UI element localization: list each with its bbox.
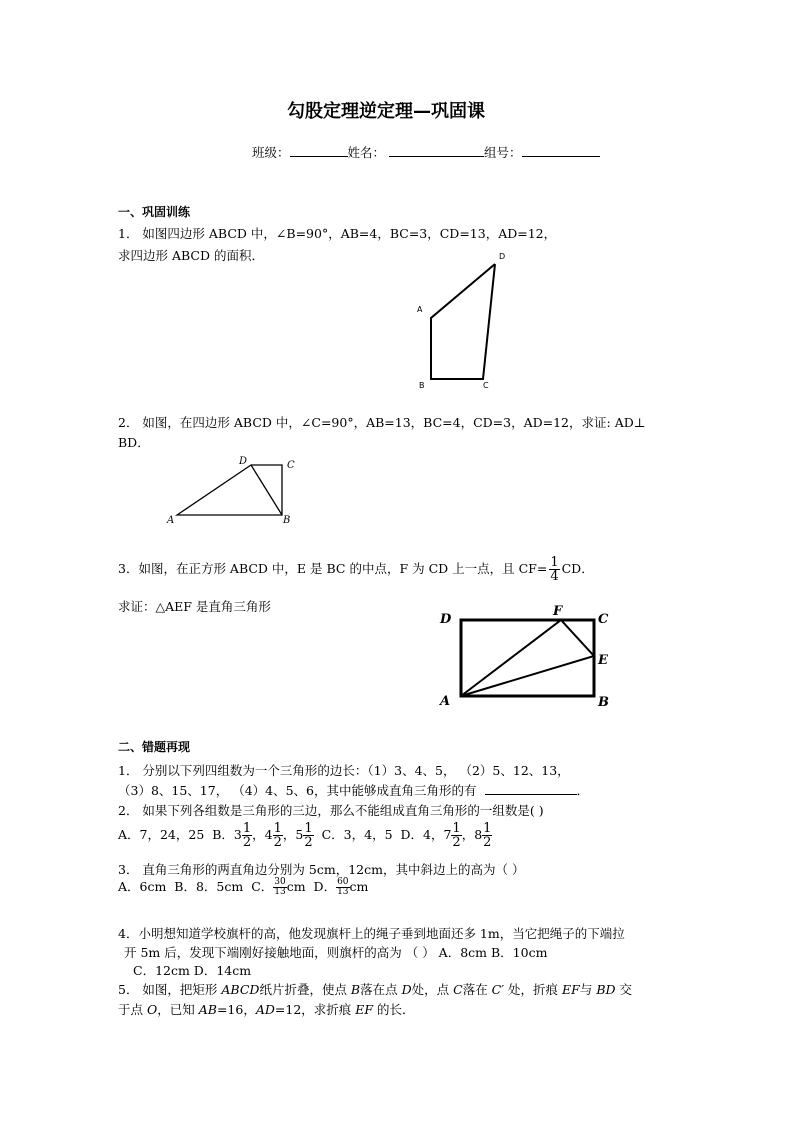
s2-q5-line1: 5． 如图，把矩形 ABCD纸片折叠，使点 B落在点 D处，点 C落在 C′ 处，折痕 EF与 BD 交 [118, 982, 633, 997]
s2-q5-line2: 于点 O，已知 AB=16，AD=12，求折痕 EF 的长． [118, 1002, 415, 1017]
s1-q3-text-before: 3．如图，在正方形 ABCD 中，E 是 BC 的中点，F 为 CD 上一点，且 CF= [118, 561, 548, 576]
s2-q2-option-c: C．3，4，5 [321, 827, 393, 842]
s2-q3-line1: 3． 直角三角形的两直角边分别为 5cm，12cm，其中斜边上的高为（ ） [118, 862, 525, 877]
s2-q3-option-c: C． $\frac{30}{13}$ cm [251, 877, 306, 897]
s1-q3-frac-den: 4 [550, 569, 559, 584]
s2-q3-option-b: B．8．5cm [174, 879, 244, 894]
name-label: 姓名： [347, 145, 386, 160]
s2-q3-options [118, 877, 368, 897]
quad2-label-b: B [283, 515, 291, 526]
s2-q1-line1: 1． 分别以下列四组数为一个三角形的边长：（1）3、4、5， （2）5、12、13， [118, 763, 570, 778]
class-label: 班级： [252, 145, 290, 160]
s2-q2-option-b: B．3 $\frac{1}{2}$ ，4 $\frac{1}{2}$ ，5 $\frac{1}{2}$ [212, 821, 313, 850]
sq-label-d: D [440, 612, 452, 627]
s2-q2-option-a: A．7，24，25 [118, 827, 205, 842]
s2-q3-option-a: A．6cm [118, 879, 167, 894]
s2-q1-answer-blank[interactable] [485, 782, 577, 795]
s1-q3-fraction [549, 556, 559, 583]
quad2-diagonal-bd [251, 465, 282, 515]
sq-label-c: C [598, 612, 609, 627]
quad1-label-b: B [419, 381, 425, 390]
s1-q2-line1: 2． 如图，在四边形 ABCD 中，∠C=90°，AB=13，BC=4，CD=3，AD=12，求证: AD⊥ [118, 415, 646, 430]
section2-heading: 二、错题再现 [118, 740, 191, 754]
s2-q4-line1: 4．小明想知道学校旗杆的高，他发现旗杆上的绳子垂到地面还多 1m，当它把绳子的下端拉 [118, 926, 625, 941]
quad2-label-c: C [287, 460, 295, 471]
s2-q2-line1: 2． 如果下列各组数是三角形的三边，那么不能组成直角三角形的一组数是( ) [118, 803, 544, 818]
square-abcd [461, 620, 594, 696]
s2-q3-option-d: D． $\frac{60}{13}$ cm [313, 877, 369, 897]
s2-q2-option-d: D．4，7 $\frac{1}{2}$ ，8 $\frac{1}{2}$ [400, 821, 492, 850]
s2-q1-line2: （3）8、15、17， （4）4、5、6，其中能够成直角三角形的有 ． [118, 783, 590, 798]
sq-label-b: B [598, 695, 609, 710]
s1-q2-line2: BD． [118, 435, 150, 450]
quad1-label-d: D [499, 252, 506, 261]
s2-q4-line3: C．12cm D．14cm [133, 963, 252, 978]
s1-q1-line1: 1． 如图四边形 ABCD 中，∠B=90°，AB=4，BC=3，CD=13，AD=12， [118, 226, 557, 241]
s1-q1-line2: 求四边形 ABCD 的面积． [118, 248, 264, 263]
s2-q4-line2: 开 5m 后，发现下端刚好接触地面，则旗杆的高为 （ ） A．8cm B．10cm [124, 945, 548, 960]
s1-q3-line2: 求证：△AEF 是直角三角形 [118, 599, 271, 614]
quad1-label-c: C [483, 381, 489, 390]
sq-label-f: F [553, 604, 563, 619]
quad1-outline [431, 264, 495, 379]
sq-label-a: A [440, 694, 451, 709]
s2-q2-options [118, 822, 492, 849]
s2-q1-line2-text: （3）8、15、17， （4）4、5、6，其中能够成直角三角形的有 [118, 783, 477, 798]
quad2-label-a: A [167, 515, 175, 526]
s1-q3-frac-num: 1 [550, 555, 559, 570]
sq-label-e: E [598, 653, 608, 668]
quad1-label-a: A [417, 305, 423, 314]
s1-q3-line1 [118, 556, 594, 583]
quad2-label-d: D [239, 456, 248, 467]
group-label: 组号： [484, 145, 522, 160]
s1-q3-text-after: CD． [561, 561, 594, 576]
triangle-aef [461, 620, 594, 696]
page-title: 勾股定理逆定理—巩固课 [287, 101, 485, 122]
section1-heading: 一、巩固训练 [118, 205, 191, 219]
